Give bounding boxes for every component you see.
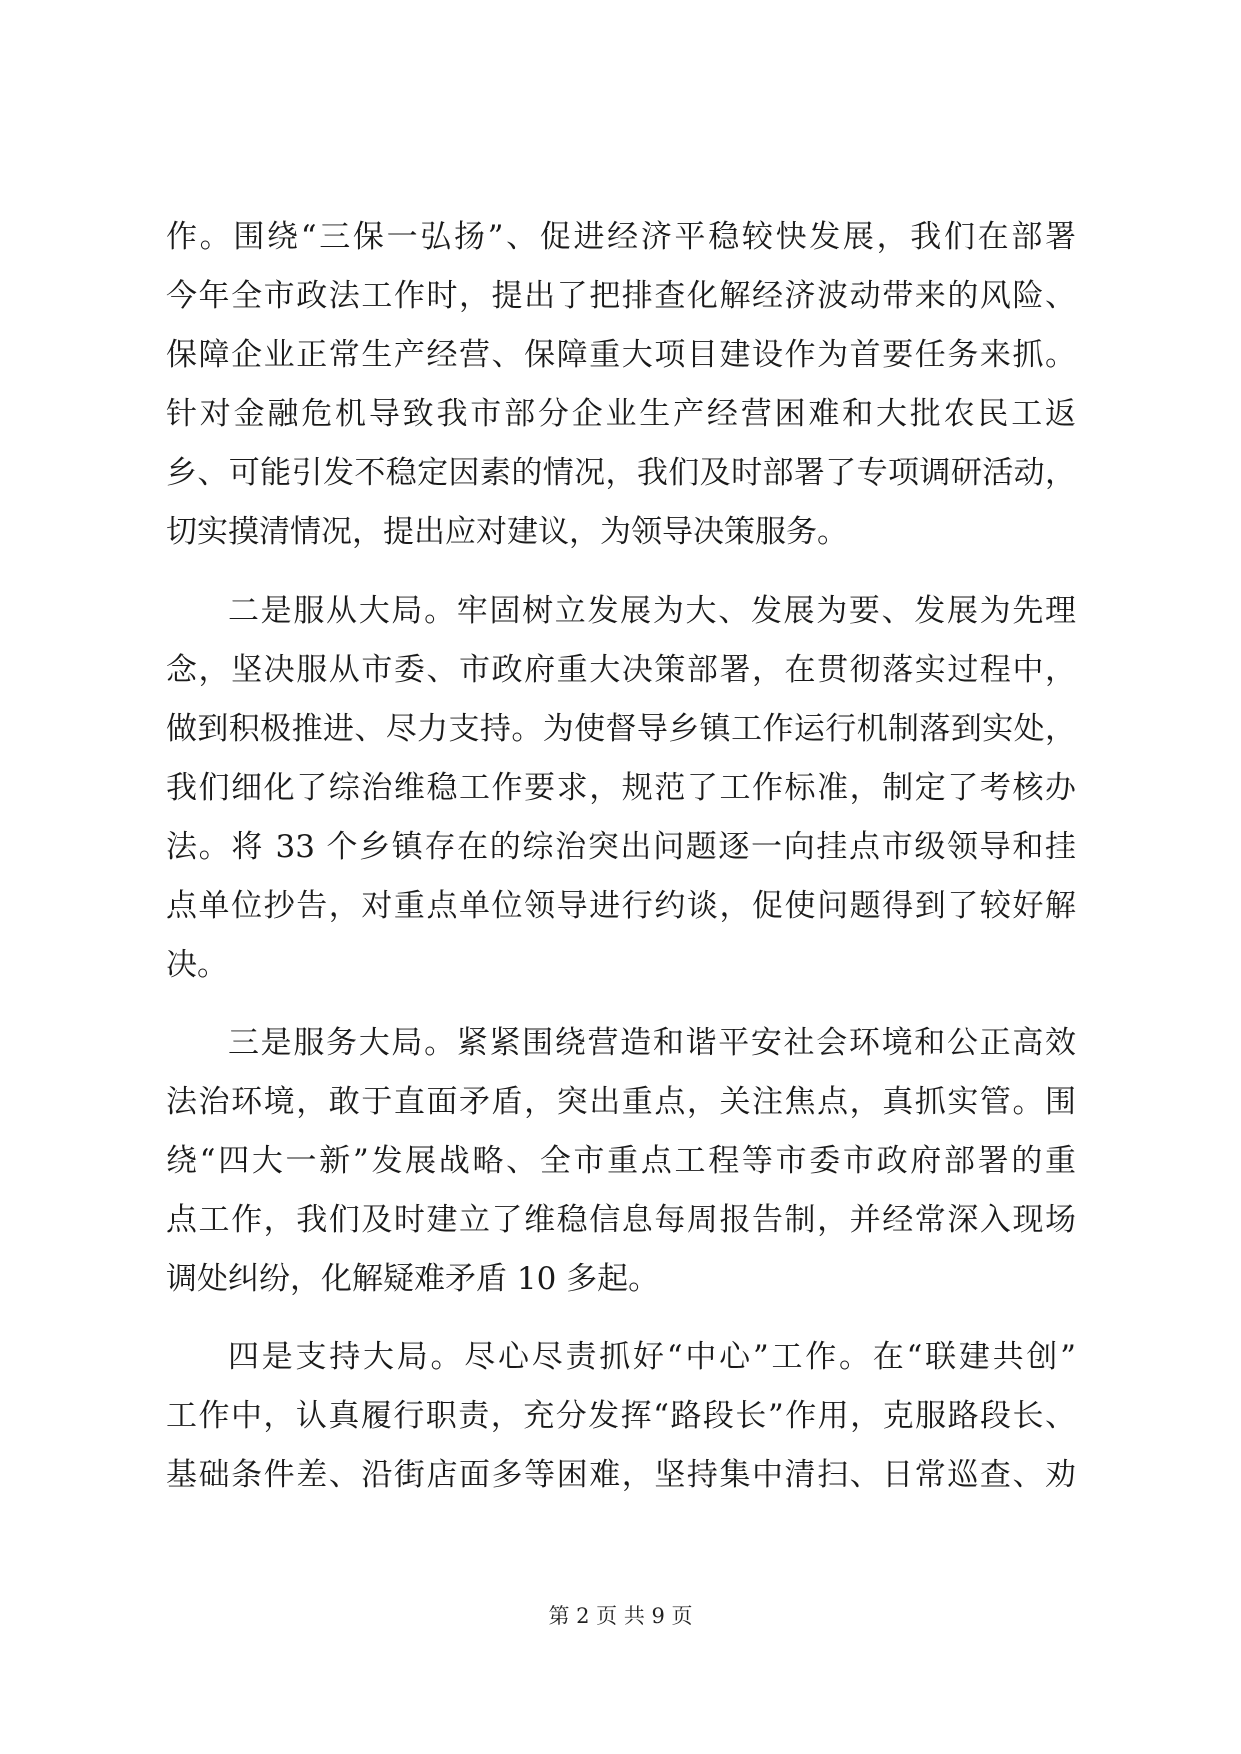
- text-line: 法。将 33 个乡镇存在的综治突出问题逐一向挂点市级领导和挂: [166, 829, 1076, 865]
- text-line: 今年全市政法工作时，提出了把排查化解经济波动带来的风险、: [166, 278, 1076, 314]
- text-line: 绕“四大一新”发展战略、全市重点工程等市委市政府部署的重: [166, 1143, 1076, 1179]
- text-line: 我们细化了综治维稳工作要求，规范了工作标准，制定了考核办: [166, 770, 1076, 806]
- text-line: 念，坚决服从市委、市政府重大决策部署，在贯彻落实过程中，: [166, 652, 1076, 688]
- text-line: 保障企业正常生产经营、保障重大项目建设作为首要任务来抓。: [166, 337, 1076, 373]
- page-number-footer: 第 2 页 共 9 页: [548, 1604, 693, 1628]
- text-line: 基础条件差、沿街店面多等困难，坚持集中清扫、日常巡查、劝: [166, 1457, 1076, 1493]
- text-line: 调处纠纷，化解疑难矛盾 10 多起。: [166, 1261, 660, 1297]
- text-line: 作。围绕“三保一弘扬”、促进经济平稳较快发展，我们在部署: [166, 219, 1076, 255]
- text-line: 点单位抄告，对重点单位领导进行约谈，促使问题得到了较好解: [166, 888, 1076, 924]
- text-line: 做到积极推进、尽力支持。为使督导乡镇工作运行机制落到实处，: [166, 711, 1076, 747]
- paragraph-first-line: 三是服务大局。紧紧围绕营造和谐平安社会环境和公正高效: [228, 1025, 1076, 1061]
- text-line: 切实摸清情况，提出应对建议，为领导决策服务。: [166, 514, 848, 550]
- text-line: 点工作，我们及时建立了维稳信息每周报告制，并经常深入现场: [166, 1202, 1076, 1238]
- paragraph-first-line: 四是支持大局。尽心尽责抓好“中心”工作。在“联建共创”: [228, 1339, 1076, 1375]
- text-line: 乡、可能引发不稳定因素的情况，我们及时部署了专项调研活动，: [166, 455, 1076, 491]
- text-line: 工作中，认真履行职责，充分发挥“路段长”作用，克服路段长、: [166, 1398, 1076, 1434]
- paragraph-first-line: 二是服从大局。牢固树立发展为大、发展为要、发展为先理: [228, 593, 1076, 629]
- text-line: 法治环境，敢于直面矛盾，突出重点，关注焦点，真抓实管。围: [166, 1084, 1076, 1120]
- text-line: 决。: [166, 947, 228, 983]
- text-line: 针对金融危机导致我市部分企业生产经营困难和大批农民工返: [166, 396, 1076, 432]
